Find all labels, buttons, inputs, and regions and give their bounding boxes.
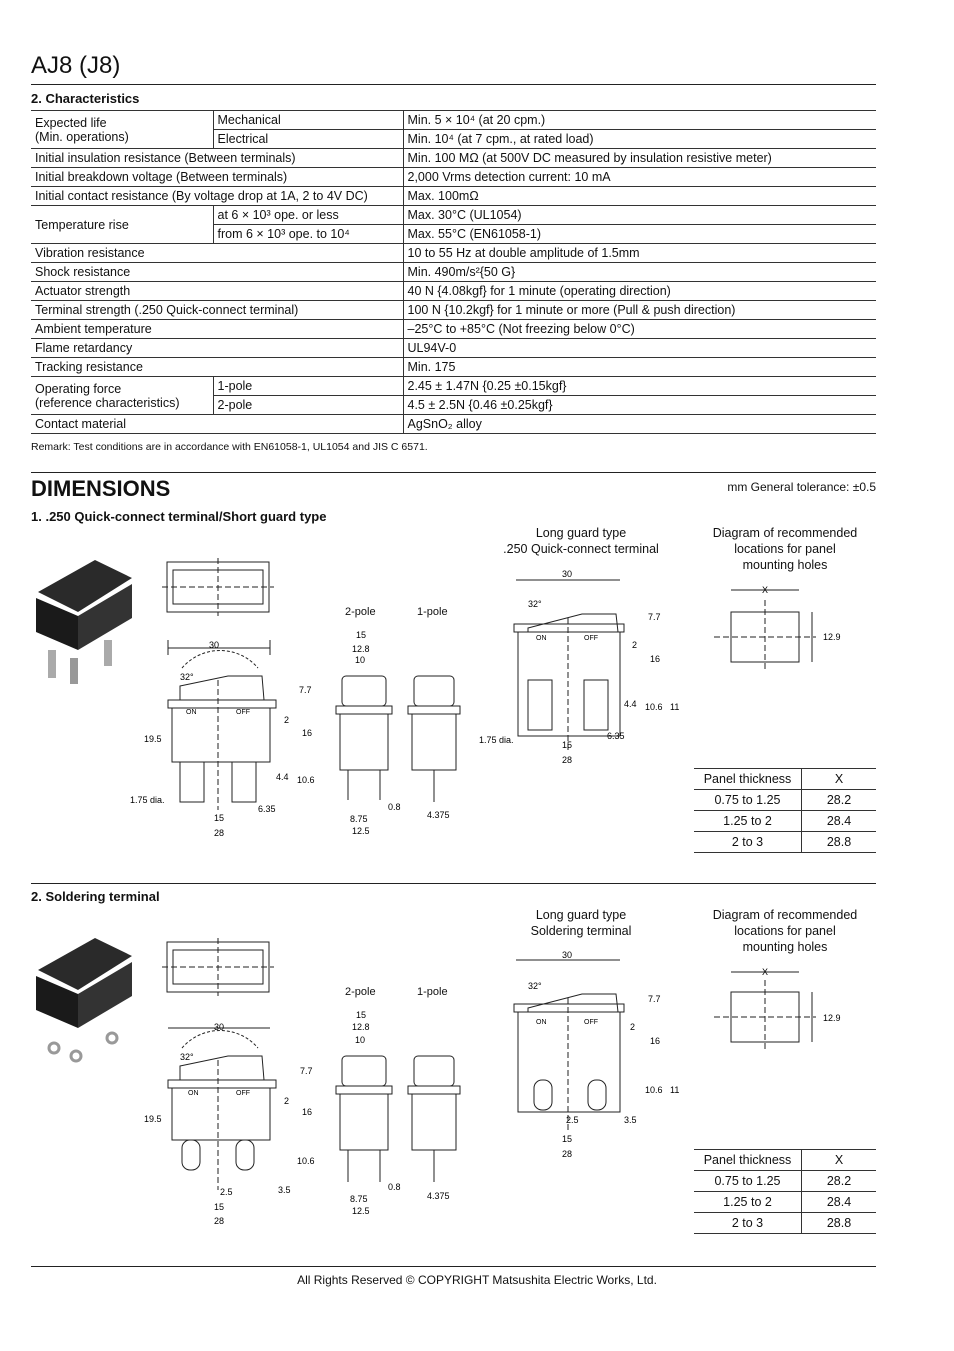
label-on: ON <box>188 1090 199 1097</box>
row-label: Shock resistance <box>31 263 403 282</box>
row-label: Actuator strength <box>31 282 403 301</box>
row-value: –25°C to +85°C (Not freezing below 0°C) <box>403 320 876 339</box>
dim-15-lg: 15 <box>562 1134 573 1144</box>
row-label: Temperature rise <box>31 206 213 244</box>
section2-heading: 2. Soldering terminal <box>31 889 160 904</box>
section1-panel-table <box>694 768 876 853</box>
dim-dia-lg: 1.75 dia. <box>479 735 514 745</box>
row-label: Initial insulation resistance (Between terminals) <box>31 149 403 168</box>
table-header-row <box>694 769 876 790</box>
row-value: 40 N {4.08kgf} for 1 minute (operating direction) <box>403 282 876 301</box>
table-row <box>31 168 876 187</box>
section1-holes-caption: Diagram of recommended locations for panel mounting holes <box>712 526 858 572</box>
dim-6-35-lg: 6.35 <box>607 731 625 741</box>
row-label: Initial contact resistance (By voltage drop at 1A, 2 to 4V DC) <box>31 187 403 206</box>
dim-6-35: 6.35 <box>258 804 276 814</box>
row-sub: from 6 × 10³ ope. to 10⁴ <box>213 225 403 244</box>
dim-0-8: 0.8 <box>388 802 401 812</box>
label-off: OFF <box>236 1090 250 1097</box>
section1-2pole-label: 2-pole <box>345 606 376 618</box>
dim-10: 10 <box>355 1035 366 1045</box>
characteristics-table <box>31 110 876 434</box>
dim-16: 16 <box>302 728 313 738</box>
row-label: Operating force (reference characteristics) <box>31 377 213 415</box>
dim-2: 2 <box>284 715 290 725</box>
dim-3-5: 3.5 <box>278 1185 291 1195</box>
row-sub: Mechanical <box>213 111 403 130</box>
cell-thickness: 2 to 3 <box>694 832 802 853</box>
dim-10-6: 10.6 <box>297 1156 315 1166</box>
row-value: Max. 100mΩ <box>403 187 876 206</box>
label-on: ON <box>186 709 197 716</box>
table-row <box>31 358 876 377</box>
page-title: AJ8 (J8) <box>31 52 121 79</box>
dim-28-lg: 28 <box>562 755 573 765</box>
header-x: X <box>802 769 877 790</box>
table-row <box>31 301 876 320</box>
dim-angle-lg: 32° <box>528 599 542 609</box>
table-row <box>31 244 876 263</box>
dim-angle: 32° <box>180 672 194 682</box>
label-on-lg: ON <box>536 1019 547 1026</box>
cell-x: 28.2 <box>802 790 877 811</box>
dim-15: 15 <box>214 813 225 823</box>
side-view-2pole <box>336 1056 392 1182</box>
dim-16-lg: 16 <box>650 1036 661 1046</box>
remark-text: Remark: Test conditions are in accordance with EN61058-1, UL1054 and JIS C 6571. <box>31 441 428 453</box>
dim-12-8: 12.8 <box>352 644 370 654</box>
cell-thickness: 2 to 3 <box>694 1213 802 1234</box>
dim-2-5: 2.5 <box>220 1187 233 1197</box>
dim-7-7: 7.7 <box>299 685 312 695</box>
row-value: Max. 55°C (EN61058-1) <box>403 225 876 244</box>
mounting-hole-diagram <box>714 972 816 1052</box>
label-off-lg: OFF <box>584 635 598 642</box>
section1-1pole-label: 1-pole <box>417 606 448 618</box>
section2-holes-caption: Diagram of recommended locations for panel mounting holes <box>712 908 858 954</box>
label-off: OFF <box>236 709 250 716</box>
header-thickness: Panel thickness <box>694 1150 802 1171</box>
dim-11-lg: 11 <box>670 1085 680 1095</box>
row-value: Min. 10⁴ (at 7 cpm., at rated load) <box>403 130 876 149</box>
table-row <box>694 790 876 811</box>
section2-2pole-label: 2-pole <box>345 986 376 998</box>
dim-12-5: 12.5 <box>352 826 370 836</box>
dim-4-375: 4.375 <box>427 1191 450 1201</box>
dim-8-75: 8.75 <box>350 814 368 824</box>
copyright-footer: All Rights Reserved © COPYRIGHT Matsushita Electric Works, Ltd. <box>297 1273 657 1287</box>
row-value: Min. 175 <box>403 358 876 377</box>
row-label: Tracking resistance <box>31 358 403 377</box>
section1-long-guard-caption: Long guard type .250 Quick-connect terminal <box>503 526 659 556</box>
table-row <box>31 111 876 130</box>
dim-4-375: 4.375 <box>427 810 450 820</box>
side-view-2pole <box>336 676 392 800</box>
dim-2-lg: 2 <box>630 1022 636 1032</box>
row-label: Terminal strength (.250 Quick-connect terminal) <box>31 301 403 320</box>
dim-15-lg: 15 <box>562 740 573 750</box>
table-row <box>694 811 876 832</box>
dim-2: 2 <box>284 1096 290 1106</box>
table-row <box>31 415 876 434</box>
dim-10-6: 10.6 <box>297 775 315 785</box>
section2-panel-table <box>694 1149 876 1234</box>
cell-x: 28.2 <box>802 1171 877 1192</box>
table-row <box>694 1213 876 1234</box>
side-view-1pole <box>408 676 460 802</box>
row-value: Max. 30°C (UL1054) <box>403 206 876 225</box>
dim-30-lg: 30 <box>562 569 573 579</box>
row-value: Min. 490m/s²{50 G} <box>403 263 876 282</box>
hole-x-label: X <box>762 967 769 977</box>
table-row <box>31 377 876 396</box>
table-row <box>31 149 876 168</box>
dim-30: 30 <box>214 1022 225 1032</box>
dim-2-lg: 2 <box>632 640 638 650</box>
dim-16-lg: 16 <box>650 654 661 664</box>
label-off-lg: OFF <box>584 1019 598 1026</box>
section2-long-guard-caption: Long guard type Soldering terminal <box>530 908 632 938</box>
footer-rule <box>31 1266 876 1267</box>
hole-h-label: 12.9 <box>823 632 841 642</box>
row-sub: at 6 × 10³ ope. or less <box>213 206 403 225</box>
dim-3-5-lg: 3.5 <box>624 1115 637 1125</box>
cell-x: 28.8 <box>802 1213 877 1234</box>
dim-10-6-lg: 10.6 <box>645 1085 663 1095</box>
table-row <box>694 832 876 853</box>
row-sub: 1-pole <box>213 377 403 396</box>
dimensions-title: DIMENSIONS <box>31 476 171 501</box>
section2-rule <box>31 883 876 884</box>
cell-x: 28.4 <box>802 811 877 832</box>
table-row <box>31 187 876 206</box>
dim-0-8: 0.8 <box>388 1182 401 1192</box>
product-photo <box>36 560 132 684</box>
dim-15b: 15 <box>356 1010 367 1020</box>
dim-19-5: 19.5 <box>144 734 162 744</box>
dim-8-75: 8.75 <box>350 1194 368 1204</box>
top-view <box>162 558 274 616</box>
dim-angle-lg: 32° <box>528 981 542 991</box>
dim-4-4: 4.4 <box>276 772 289 782</box>
dim-30: 30 <box>208 640 220 650</box>
row-value: 2.45 ± 1.47N {0.25 ±0.15kgf} <box>403 377 876 396</box>
row-sub: 2-pole <box>213 396 403 415</box>
dim-12-5: 12.5 <box>352 1206 370 1216</box>
title-rule <box>31 84 876 85</box>
dim-10-6-lg: 10.6 <box>645 702 663 712</box>
row-label: Vibration resistance <box>31 244 403 263</box>
row-value: UL94V-0 <box>403 339 876 358</box>
section1-heading: 1. .250 Quick-connect terminal/Short guard type <box>31 509 327 524</box>
side-view-1pole <box>408 1056 460 1182</box>
row-value: AgSnO₂ alloy <box>403 415 876 434</box>
dim-4-4-lg: 4.4 <box>624 699 637 709</box>
row-value: 4.5 ± 2.5N {0.46 ±0.25kgf} <box>403 396 876 415</box>
row-value: 10 to 55 Hz at double amplitude of 1.5mm <box>403 244 876 263</box>
dim-11-lg: 11 <box>670 702 680 712</box>
hole-x-label: X <box>762 585 769 595</box>
cell-thickness: 1.25 to 2 <box>694 811 802 832</box>
dim-28: 28 <box>214 1216 225 1226</box>
dim-7-7-lg: 7.7 <box>648 994 661 1004</box>
row-value: 100 N {10.2kgf} for 1 minute or more (Pull & push direction) <box>403 301 876 320</box>
tolerance-note: mm General tolerance: ±0.5 <box>727 480 876 494</box>
table-row <box>694 1192 876 1213</box>
dim-19-5: 19.5 <box>144 1114 162 1124</box>
row-label: Ambient temperature <box>31 320 403 339</box>
dim-28: 28 <box>214 828 225 838</box>
row-value: Min. 5 × 10⁴ (at 20 cpm.) <box>403 111 876 130</box>
dim-15: 15 <box>214 1202 225 1212</box>
row-value: Min. 100 MΩ (at 500V DC measured by insulation resistive meter) <box>403 149 876 168</box>
table-row <box>31 339 876 358</box>
mounting-hole-diagram <box>714 590 816 672</box>
row-label: Expected life (Min. operations) <box>31 111 213 149</box>
cell-thickness: 1.25 to 2 <box>694 1192 802 1213</box>
row-value: 2,000 Vrms detection current: 10 mA <box>403 168 876 187</box>
characteristics-heading: 2. Characteristics <box>31 91 140 106</box>
label-on-lg: ON <box>536 635 547 642</box>
section2-1pole-label: 1-pole <box>417 986 448 998</box>
hole-h-label: 12.9 <box>823 1013 841 1023</box>
dim-7-7: 7.7 <box>300 1066 313 1076</box>
row-label: Contact material <box>31 415 403 434</box>
table-row <box>31 263 876 282</box>
table-row <box>31 320 876 339</box>
cell-thickness: 0.75 to 1.25 <box>694 790 802 811</box>
table-header-row <box>694 1150 876 1171</box>
dim-12-8: 12.8 <box>352 1022 370 1032</box>
dim-7-7-lg: 7.7 <box>648 612 661 622</box>
cell-thickness: 0.75 to 1.25 <box>694 1171 802 1192</box>
row-sub: Electrical <box>213 130 403 149</box>
dim-16: 16 <box>302 1107 313 1117</box>
table-row <box>694 1171 876 1192</box>
cell-x: 28.8 <box>802 832 877 853</box>
product-photo <box>36 938 132 1061</box>
dim-2-5-lg: 2.5 <box>566 1115 579 1125</box>
header-thickness: Panel thickness <box>694 769 802 790</box>
dim-28-lg: 28 <box>562 1149 573 1159</box>
row-label: Initial breakdown voltage (Between terminals) <box>31 168 403 187</box>
dim-dia: 1.75 dia. <box>130 795 165 805</box>
table-row <box>31 282 876 301</box>
dimensions-rule <box>31 472 876 473</box>
table-row <box>31 206 876 225</box>
dim-angle: 32° <box>180 1052 194 1062</box>
dim-15b: 15 <box>356 630 367 640</box>
header-x: X <box>802 1150 877 1171</box>
dim-30-lg: 30 <box>562 950 573 960</box>
cell-x: 28.4 <box>802 1192 877 1213</box>
row-label: Flame retardancy <box>31 339 403 358</box>
front-view-short <box>168 640 276 810</box>
top-view <box>162 938 274 996</box>
dim-10: 10 <box>355 655 366 665</box>
